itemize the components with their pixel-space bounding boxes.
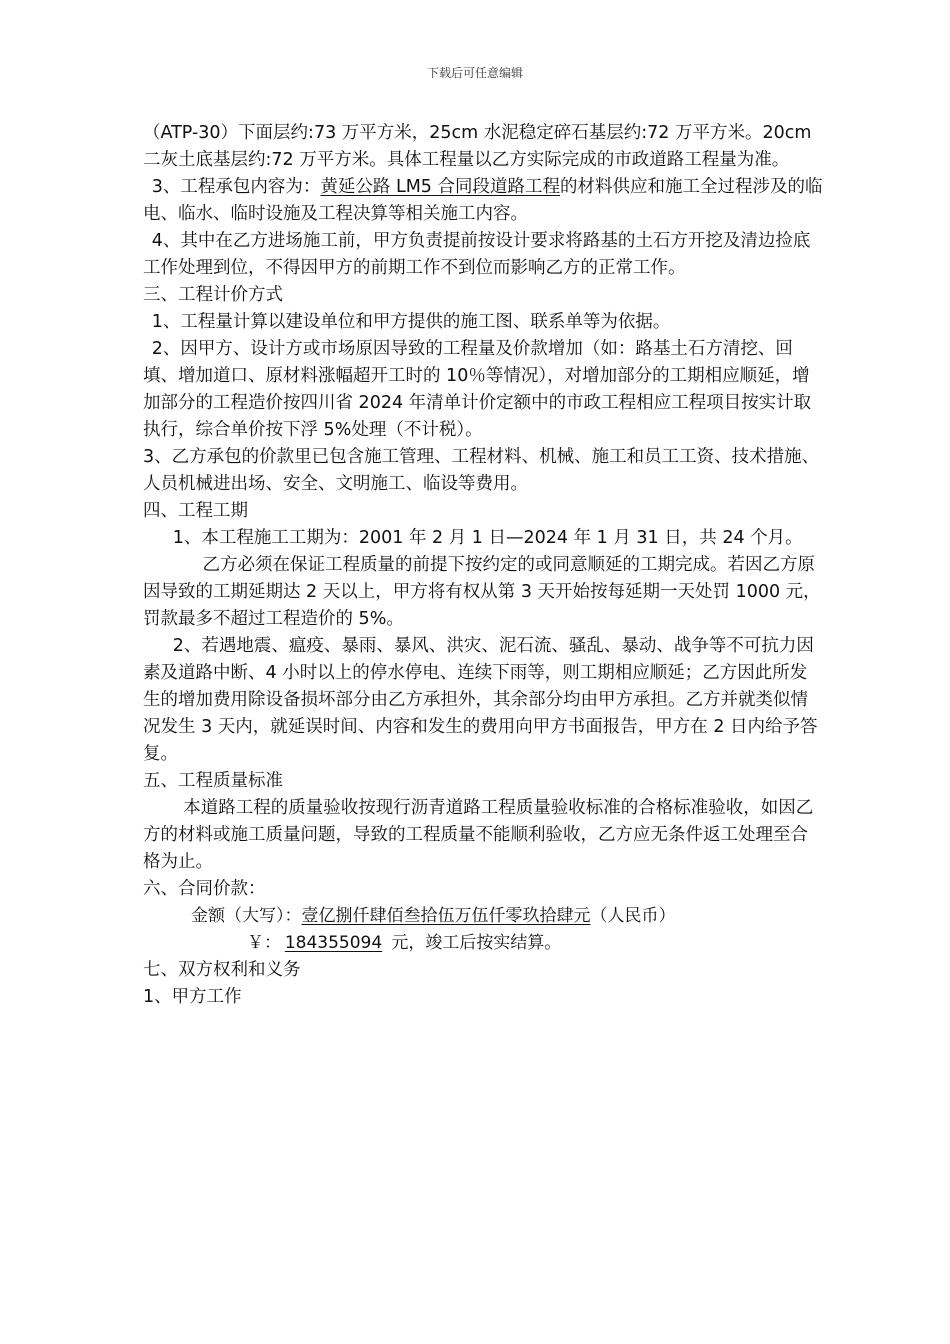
amount-words-value: 壹亿捌仟肆佰叁拾伍万伍仟零玖拾肆元 [301, 906, 591, 926]
scope-prefix: 3、工程承包内容为： [151, 177, 321, 197]
paragraph-price-inclusions: 3、乙方承包的价款里已包含施工管理、工程材料、机械、施工和员工工资、技术措施、人员机械进出场、安全、文明施工、临设等费用。 [143, 447, 820, 494]
paragraph-force-majeure: 2、若遇地震、瘟疫、暴雨、暴风、洪灾、泥石流、骚乱、暴动、战争等不可抗力因素及道路中断、4 小时以上的停水停电、连续下雨等，则工期相应顺延；乙方因此所发生的增加费用除设备损坏部分由乙方承担外，其余部分均由甲方承担。乙方并就类似情况发生 3 天内，就延误时间、内容和发生的费用向甲方书面报告，甲方在 2 日内给予答复。 [143, 636, 818, 764]
paragraph-price-increase: 2、因甲方、设计方或市场原因导致的工程量及价款增加（如：路基土石方清挖、回填、增加道口、原材料涨幅超开工时的 10％等情况），对增加部分的工期相应顺延，增加部分的工程造价按四川省 2024 年清单计价定额中的市政工程相应工程项目按实计取执行，综合单价按下浮 5%处理（不计税）。 [143, 339, 812, 440]
amount-currency: （人民币） [590, 906, 676, 926]
paragraph-quality-standard: 本道路工程的质量验收按现行沥青道路工程质量验收标准的合格标准验收，如因乙方的材料或施工质量问题，导致的工程质量不能顺利验收，乙方应无条件返工处理至合格为止。 [143, 798, 814, 872]
paragraph-pavement-quantities: （ATP-30）下面层约:73 万平方米，25cm 水泥稳定碎石基层约:72 万平方米。20cm 二灰土底基层约:72 万平方米。具体工程量以乙方实际完成的市政道路工程量为准。 [143, 123, 812, 170]
section-heading-quality: 五、工程质量标准 [143, 771, 283, 791]
page-header-note: 下载后可任意编辑 [426, 66, 523, 80]
amount-figures-value: 184355094 [284, 933, 383, 953]
section-heading-schedule: 四、工程工期 [143, 501, 248, 521]
paragraph-construction-period: 1、本工程施工工期为：2001 年 2 月 1 日—2024 年 1 月 31 日，共 24 个月。 [172, 528, 803, 548]
amount-words-label: 金额（大写）： [191, 906, 302, 926]
section-heading-pricing: 三、工程计价方式 [143, 285, 283, 305]
amount-in-figures-line [143, 930, 823, 957]
subheading-party-a-work: 1、甲方工作 [143, 987, 242, 1007]
scope-suffix: 的材料供应和施工全过程涉及的临电、临水、临时设施及工程决算等相关施工内容。 [143, 177, 823, 224]
paragraph-preparation-duty: 4、其中在乙方进场施工前，甲方负责提前按设计要求将路基的土石方开挖及清边捡底工作处理到位，不得因甲方的前期工作不到位而影响乙方的正常工作。 [143, 231, 811, 278]
paragraph-delay-penalty: 乙方必须在保证工程质量的前提下按约定的或同意顺延的工期完成。若因乙方原因导致的工期延期达 2 天以上，甲方将有权从第 3 天开始按每延期一天处罚 1000 元，罚款最多不超过工程造价的 5%。 [143, 555, 821, 629]
project-name: 黄延公路 LM5 合同段道路工程 [320, 177, 560, 197]
section-heading-contract-price: 六、合同价款： [143, 879, 266, 899]
paragraph-contract-scope [143, 174, 823, 228]
document-body [143, 120, 823, 1011]
yen-label: ￥： [247, 933, 281, 953]
section-heading-rights-obligations: 七、双方权利和义务 [143, 960, 301, 980]
amount-in-words-line [143, 903, 823, 930]
amount-figures-suffix: 元，竣工后按实结算。 [386, 933, 562, 953]
paragraph-pricing-basis: 1、工程量计算以建设单位和甲方提供的施工图、联系单等为依据。 [151, 312, 671, 332]
